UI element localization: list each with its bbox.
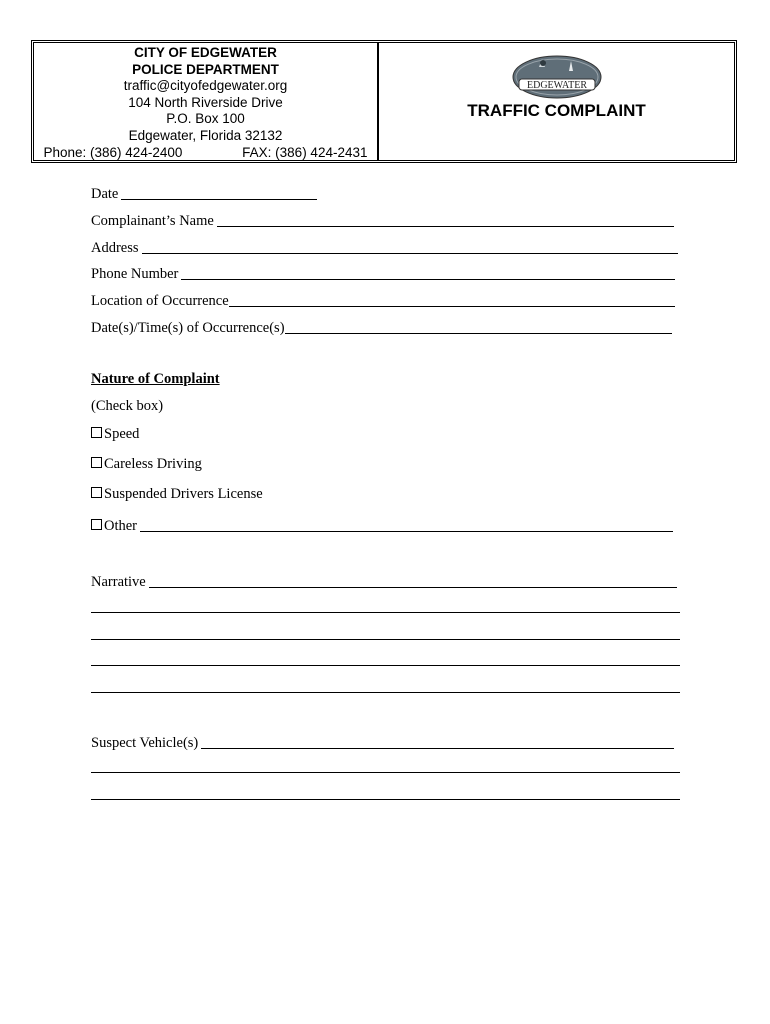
phone-number: Phone: (386) 424-2400 [43,144,183,160]
option-careless-driving[interactable] [91,456,202,472]
phone-fax-row [44,145,368,162]
other-input-line[interactable] [140,531,673,532]
suspended-license-label: Suspended Drivers License [104,486,263,502]
suspect-vehicle-line-2[interactable] [91,772,680,773]
option-suspended-license[interactable] [91,486,263,502]
narrative-line-4[interactable] [91,665,680,666]
date-label: Date [91,186,119,202]
form-title: TRAFFIC COMPLAINT [467,101,646,120]
complainant-name-field[interactable] [91,209,674,229]
title-block [379,43,734,160]
phone-number-label: Phone Number [91,266,179,282]
org-name: CITY OF EDGEWATER [134,45,277,60]
email-address: traffic@cityofedgewater.org [123,78,288,94]
date-field[interactable] [91,182,317,202]
location-label: Location of Occurrence [91,293,229,309]
narrative-input-line[interactable] [149,587,677,588]
other-checkbox[interactable] [91,519,102,530]
narrative-field[interactable] [91,570,677,590]
city-state-zip: Edgewater, Florida 32132 [128,127,283,143]
narrative-line-5[interactable] [91,692,680,693]
complainant-name-label: Complainant’s Name [91,213,214,229]
city-seal-logo [509,53,605,103]
address-label: Address [91,240,139,256]
datetime-field[interactable] [91,316,672,336]
phone-number-input-line[interactable] [181,279,675,280]
department-name: POLICE DEPARTMENT [132,61,279,77]
nature-heading: Nature of Complaint [91,371,220,387]
suspect-vehicle-input-line[interactable] [201,748,674,749]
datetime-label: Date(s)/Time(s) of Occurrence(s) [91,320,285,336]
date-input-line[interactable] [121,199,317,200]
location-field[interactable] [91,289,675,309]
datetime-input-line[interactable] [285,333,672,334]
narrative-line-2[interactable] [91,612,680,613]
svg-text:EDGEWATER: EDGEWATER [527,80,587,91]
suspect-vehicle-label: Suspect Vehicle(s) [91,735,199,751]
address-input-line[interactable] [142,253,678,254]
fax-number: FAX: (386) 424-2431 [242,144,368,160]
other-label: Other [104,518,138,534]
suspect-vehicle-line-3[interactable] [91,799,680,800]
po-box: P.O. Box 100 [166,111,245,127]
form-header [31,40,737,163]
narrative-label: Narrative [91,574,146,590]
option-other[interactable] [91,514,673,534]
check-box-instruction: (Check box) [91,398,164,414]
contact-block [34,43,379,160]
careless-driving-label: Careless Driving [104,456,202,472]
street-address: 104 North Riverside Drive [128,94,283,110]
narrative-line-3[interactable] [91,639,680,640]
address-field[interactable] [91,236,678,256]
location-input-line[interactable] [229,306,675,307]
option-speed[interactable] [91,426,139,442]
careless-driving-checkbox[interactable] [91,457,102,468]
phone-number-field[interactable] [91,262,675,282]
complainant-name-input-line[interactable] [217,226,674,227]
suspended-license-checkbox[interactable] [91,487,102,498]
speed-checkbox[interactable] [91,427,102,438]
speed-label: Speed [104,426,140,442]
suspect-vehicle-field[interactable] [91,731,674,751]
